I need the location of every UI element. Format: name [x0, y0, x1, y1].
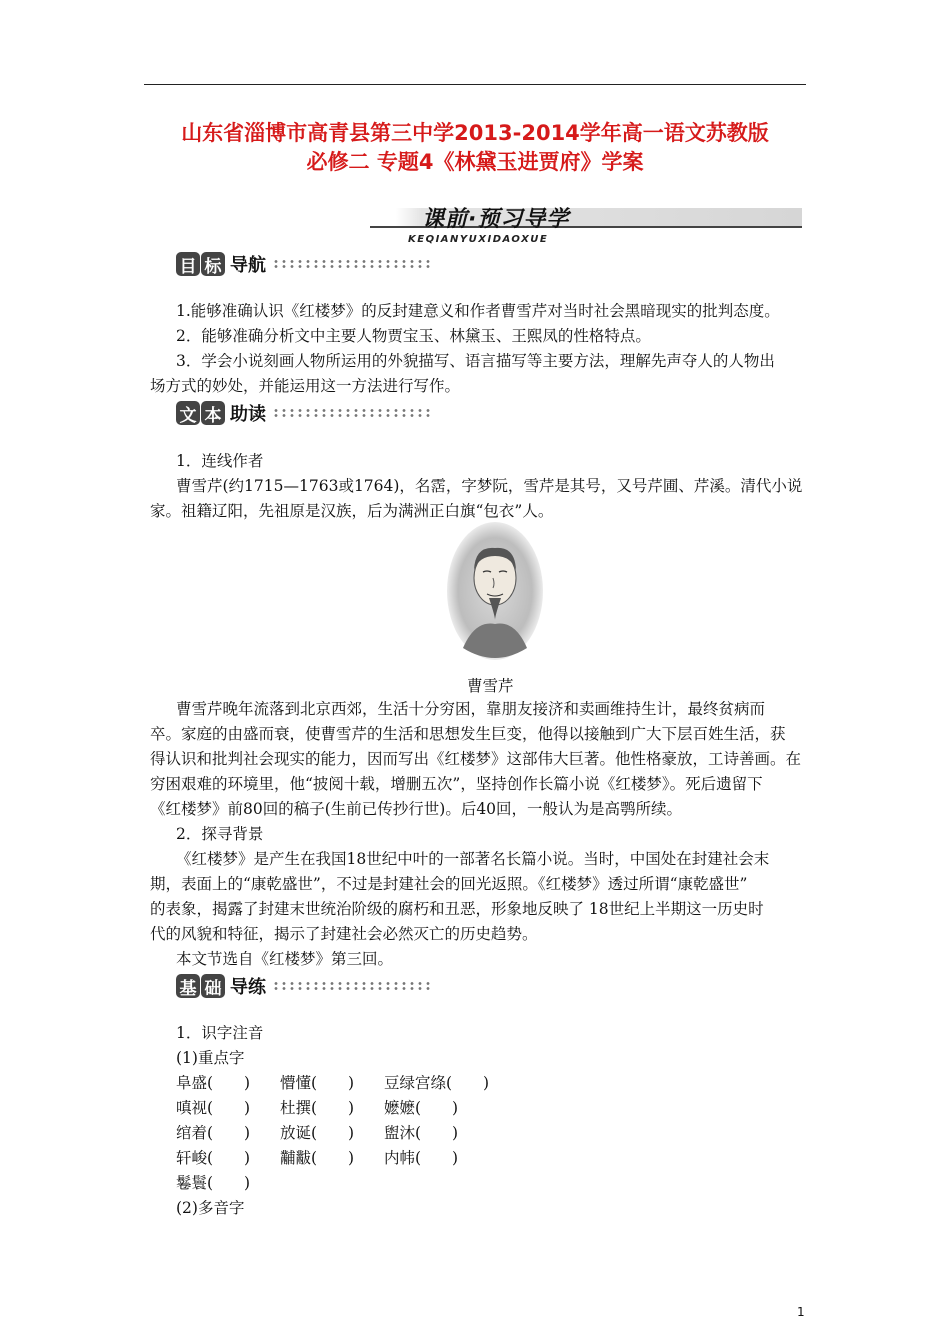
section-box: 基 — [176, 974, 200, 998]
char-item: 嗔视( ) — [176, 1099, 251, 1117]
portrait-caption: 曹雪芹 — [467, 677, 514, 695]
char-item: 绾着( ) — [176, 1124, 251, 1142]
char-item: 黼黻( ) — [280, 1149, 355, 1167]
char-item: 阜盛( ) — [176, 1074, 251, 1092]
char-row — [176, 1071, 489, 1093]
char-item: 盥沐( ) — [384, 1124, 459, 1142]
goal-1: 1.能够准确认识《红楼梦》的反封建意义和作者曹雪芹对当时社会黑暗现实的批判态度。 — [176, 302, 780, 320]
char-item: 豆绿宫绦( ) — [384, 1074, 490, 1092]
section-box: 本 — [201, 401, 225, 425]
bio-line: 《红楼梦》前80回的稿子(生前已传抄行世)。后40回，一般认为是高鹗所续。 — [150, 800, 683, 818]
basics-sub2: (2)多音字 — [176, 1199, 245, 1217]
doc-title-line2: 必修二 专题4《林黛玉进贾府》学案 — [306, 150, 644, 174]
banner-pinyin: KEQIANYUXIDAOXUE — [408, 234, 549, 245]
char-item: 轩峻( ) — [176, 1149, 251, 1167]
banner-text: 课前·预习导学 — [422, 207, 570, 232]
background-heading: 2．探寻背景 — [176, 825, 264, 843]
char-item: 嬷嬷( ) — [384, 1099, 459, 1117]
goal-3: 3．学会小说刻画人物所运用的外貌描写、语言描写等主要方法，理解先声夺人的人物出 — [176, 352, 775, 370]
section-label: 导练 — [230, 977, 266, 998]
bio-line: 穷困艰难的环境里，他“披阅十载，增删五次”，坚持创作长篇小说《红楼梦》。死后遗留下 — [150, 775, 763, 793]
section-basics-header — [176, 973, 432, 999]
goal-3-cont: 场方式的妙处，并能运用这一方法进行写作。 — [150, 377, 461, 395]
background-line: 代的风貌和特征，揭示了封建社会必然灭亡的历史趋势。 — [150, 925, 538, 943]
section-goals-header — [176, 251, 432, 277]
dotted-rule — [272, 981, 432, 991]
char-row — [176, 1171, 250, 1193]
char-item: 懵懂( ) — [280, 1074, 355, 1092]
section-banner — [370, 204, 802, 232]
page-number: 1 — [797, 1305, 805, 1319]
section-box: 文 — [176, 401, 200, 425]
section-box: 目 — [176, 252, 200, 276]
doc-title-line1: 山东省淄博市高青县第三中学2013-2014学年高一语文苏教版 — [181, 121, 769, 145]
section-box: 础 — [201, 974, 225, 998]
char-row — [176, 1096, 458, 1118]
bio-line: 卒。家庭的由盛而衰，使曹雪芹的生活和思想发生巨变，他得以接触到广大下层百姓生活，获 — [150, 725, 786, 743]
bio-line: 曹雪芹晚年流落到北京西郊，生活十分穷困，靠朋友接济和卖画维持生计，最终贫病而 — [176, 700, 766, 718]
author-heading: 1．连线作者 — [176, 452, 264, 470]
basics-sub1: (1)重点字 — [176, 1049, 245, 1067]
char-row — [176, 1121, 458, 1143]
background-line: 《红楼梦》是产生在我国18世纪中叶的一部著名长篇小说。当时，中国处在封建社会末 — [176, 850, 770, 868]
basics-heading: 1．识字注音 — [176, 1024, 264, 1042]
dotted-rule — [272, 408, 432, 418]
background-line: 本文节选自《红楼梦》第三回。 — [176, 950, 394, 968]
section-text-help-header — [176, 400, 432, 426]
section-label: 导航 — [230, 255, 266, 276]
char-item: 内帏( ) — [384, 1149, 459, 1167]
cao-xueqin-portrait — [445, 520, 545, 662]
author-intro-2: 家。祖籍辽阳，先祖原是汉族，后为满洲正白旗“包衣”人。 — [150, 502, 554, 520]
char-item: 放诞( ) — [280, 1124, 355, 1142]
bio-line: 得认识和批判社会现实的能力，因而写出《红楼梦》这部伟大巨著。他性格豪放，工诗善画。在 — [150, 750, 802, 768]
author-intro-1: 曹雪芹(约1715—1763或1764)，名霑，字梦阮，雪芹是其号，又号芹圃、芹溪。清代小说 — [176, 477, 803, 495]
background-line: 的表象，揭露了封建末世统治阶级的腐朽和丑恶，形象地反映了 18世纪上半期这一历史时 — [150, 900, 764, 918]
char-row — [176, 1146, 458, 1168]
top-rule — [144, 84, 806, 85]
char-item: 鬈鬟( ) — [176, 1174, 251, 1192]
section-box: 标 — [201, 252, 225, 276]
section-label: 助读 — [230, 404, 266, 425]
char-item: 杜撰( ) — [280, 1099, 355, 1117]
goal-2: 2．能够准确分析文中主要人物贾宝玉、林黛玉、王熙凤的性格特点。 — [176, 327, 651, 345]
dotted-rule — [272, 259, 432, 269]
background-line: 期，表面上的“康乾盛世”，不过是封建社会的回光返照。《红楼梦》透过所谓“康乾盛世” — [150, 875, 748, 893]
